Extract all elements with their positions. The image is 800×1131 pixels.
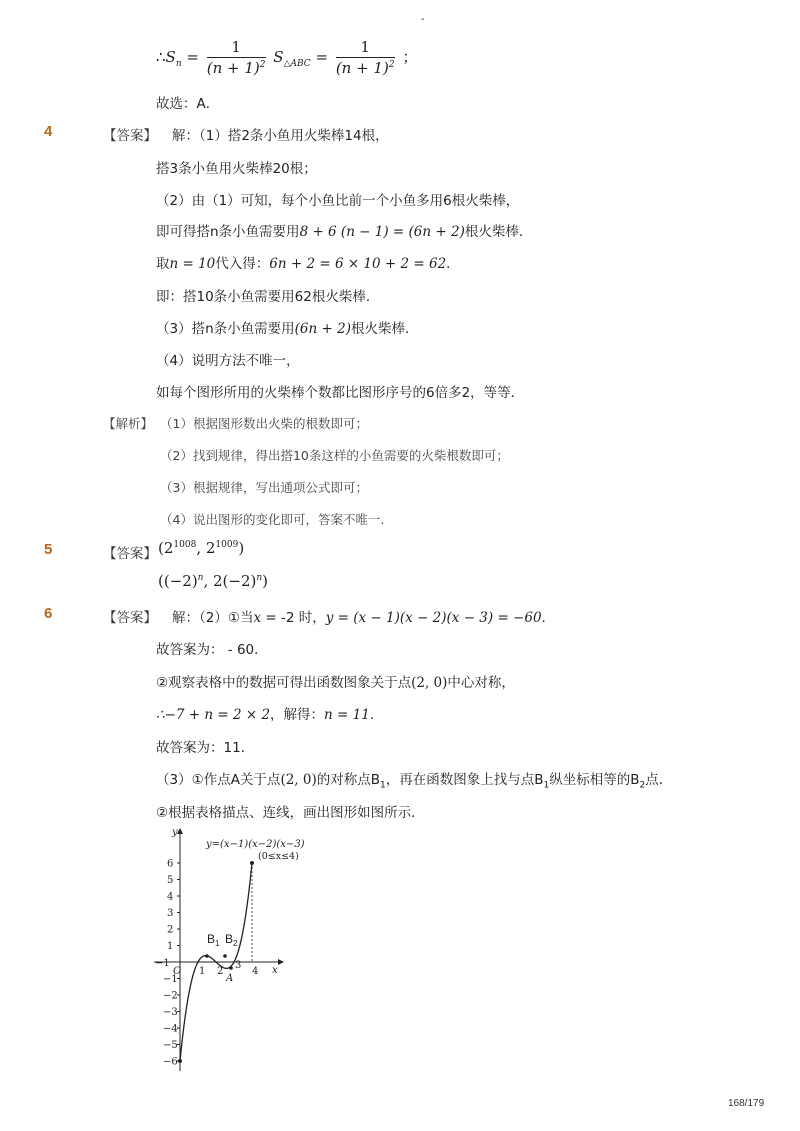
origin-label: O: [173, 966, 182, 977]
answer-tag-4: 【答案】: [103, 128, 157, 144]
y-tick-label: −5: [163, 1040, 178, 1051]
x-tick-label: −1: [155, 958, 170, 969]
analysis-line-4: （4）说出图形的变化即可，答案不唯一.: [160, 512, 385, 527]
q4-line-5: 取n = 10代入得：6n + 2 = 6 × 10 + 2 = 62．: [156, 256, 460, 272]
y-tick-label: 3: [167, 908, 174, 919]
domain-label: (0≤x≤4): [258, 851, 299, 862]
question-number-6: 6: [44, 605, 53, 622]
point-b2-label: $B_2$: [225, 932, 238, 948]
x-axis-label: x: [272, 965, 278, 976]
y-axis-label: y: [172, 827, 178, 838]
q5-answer-2: ($(-2)^n$, $2(-2)^n$): [158, 572, 269, 590]
q4-line-7: （3）搭n条小鱼需要用(6n + 2)根火柴棒．: [156, 321, 419, 337]
y-axis-arrow-icon: [177, 828, 183, 834]
q6-line-2: 故答案为： - 60．: [156, 642, 268, 658]
choose-a-line: 故选：A．: [156, 96, 220, 112]
analysis-line-3: （3）根据规律，写出通项公式即可；: [160, 480, 368, 495]
q6-line-3: ②观察表格中的数据可得出函数图象关于点(2, 0)中心对称，: [156, 675, 515, 691]
q4-line-9: 如每个图形所用的火柴棒个数都比图形序号的6倍多2，等等．: [156, 385, 525, 401]
therefore-symbol: ∴: [156, 48, 166, 66]
x-tick-label: 1: [199, 966, 206, 977]
x-tick-label: 2: [217, 966, 224, 977]
y-ticks-negative: [163, 974, 180, 1068]
q5-answer-1: ($2^{1008}$, $2^{1009}$): [158, 539, 245, 557]
q6-line-5: 故答案为：11．: [156, 740, 255, 756]
sn-formula: $\therefore S_n$ = $\frac{1}{(n + 1)^2}$ $S_{\triangle ABC}$ = $\frac{1}{(n + 1)^2}$ ；: [156, 38, 418, 77]
q6-line-4: ∴−7 + n = 2 × 2，解得：n = 11．: [156, 707, 384, 723]
answer-tag-6: 【答案】: [103, 610, 157, 626]
analysis-tag-4: 【解析】: [103, 416, 154, 431]
analysis-line-2: （2）找到规律，得出搭10条这样的小鱼需要的火柴根数即可；: [160, 448, 509, 463]
endpoint-end: [250, 861, 254, 865]
q6-line-1: 解：（2）①当x = -2 时，y = (x − 1)(x − 2)(x − 3) = −60．: [172, 610, 556, 626]
y-tick-label: 6: [167, 858, 174, 870]
q4-line-4: 即可得搭n条小鱼需要用8 + 6 (n − 1) = (6n + 2)根火柴棒．: [156, 224, 533, 240]
q4-line-2: 搭3条小鱼用火柴棒20根；: [156, 161, 317, 177]
y-tick-label: 4: [167, 891, 174, 903]
y-tick-label: 1: [167, 941, 174, 952]
x-tick-label: 4: [252, 966, 259, 977]
q4-line-1: 解：（1）搭2条小鱼用火柴棒14根，: [172, 128, 389, 144]
point-b1: [205, 954, 209, 958]
y-tick-label: 5: [167, 875, 174, 886]
point-b2: [223, 954, 227, 958]
y-tick-label: −2: [163, 990, 178, 1002]
point-b1-label: $B_1$: [207, 932, 220, 948]
answer-tag-5: 【答案】: [103, 546, 157, 562]
function-graph: [150, 824, 330, 1076]
question-number-5: 5: [44, 541, 53, 558]
endpoint-start: [178, 1059, 182, 1063]
math-expression: 8 + 6 (n − 1) = (6n + 2): [299, 224, 465, 240]
x-axis-arrow-icon: [278, 959, 284, 965]
q6-line-7: ②根据表格描点、连线，画出图形如图所示．: [156, 805, 425, 821]
fraction-1: $\frac{1}{(n + 1)^2}$: [206, 38, 266, 77]
point-a: [229, 966, 233, 970]
y-tick-label: −1: [163, 974, 178, 985]
y-tick-label: −4: [163, 1023, 178, 1035]
q4-line-3: （2）由（1）可知，每个小鱼比前一个小鱼多用6根火柴棒，: [156, 193, 520, 209]
x-tick-label: 3: [235, 960, 242, 971]
q6-line-6: （3）①作点A关于点(2, 0)的对称点$B_1$，再在函数图象上找与点$B_1$纵坐标相等的$B_2$点．: [156, 772, 673, 791]
q4-line-6: 即：搭10条小鱼需要用62根火柴棒．: [156, 289, 380, 305]
y-tick-label: −3: [163, 1007, 178, 1018]
y-tick-label: −6: [163, 1056, 178, 1068]
top-mark: -: [421, 14, 425, 25]
q4-line-8: （4）说明方法不唯一，: [156, 353, 300, 369]
equation-label: y=(x−1)(x−2)(x−3): [206, 839, 305, 850]
question-number-4: 4: [44, 123, 53, 140]
y-tick-label: 2: [167, 924, 174, 936]
analysis-line-1: （1）根据图形数出火柴的根数即可；: [160, 416, 368, 431]
page-number: 168/179: [728, 1098, 765, 1109]
y-ticks-positive: [167, 859, 180, 953]
point-a-label: A: [226, 973, 234, 984]
fraction-2: $\frac{1}{(n + 1)^2}$: [335, 38, 395, 77]
